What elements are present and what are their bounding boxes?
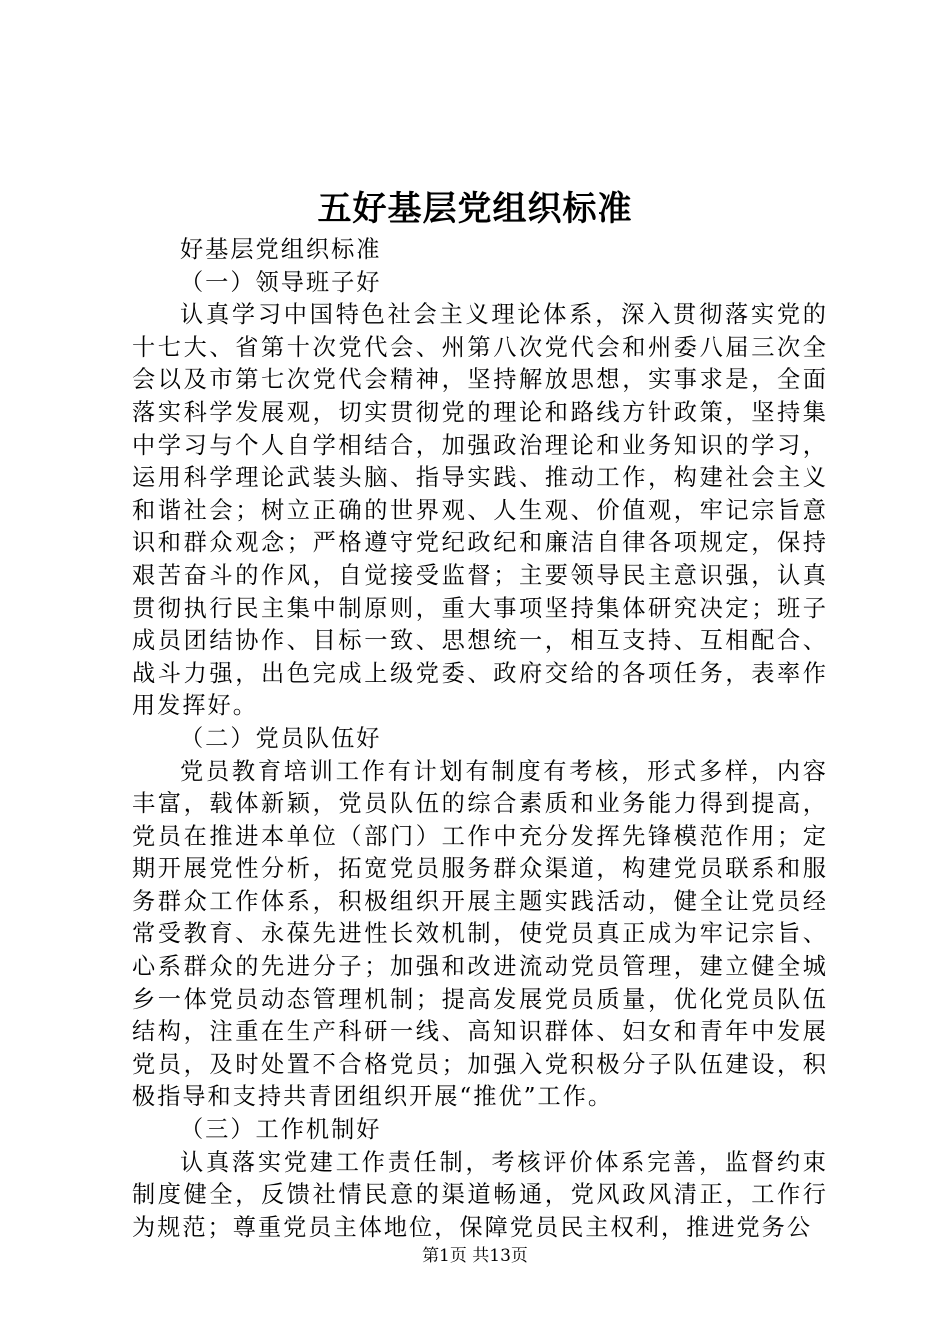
section-paragraph-1: 认真学习中国特色社会主义理论体系，深入贯彻落实党的十七大、省第十次党代会、州第八次党代会和州委八届三次全会以及市第七次党代会精神，坚持解放思想，实事求是，全面落实科学发展观，切实贯彻党的理论和路线方针政策，坚持集中学习与个人自学相结合，加强政治理论和业务知识的学习，运用科学理论武装头脑、指导实践、推动工作，构建社会主义和谐社会；树立正确的世界观、人生观、价值观，牢记宗旨意识和群众观念；严格遵守党纪政纪和廉洁自律各项规定，保持艰苦奋斗的作风，自觉接受监督；主要领导民主意识强，认真贯彻执行民主集中制原则，重大事项坚持集体研究决定；班子成员团结协作、目标一致、思想统一，相互支持、互相配合、战斗力强，出色完成上级党委、政府交给的各项任务，表率作用发挥好。 [132,301,828,720]
document-body [132,234,828,1244]
intro-line: 好基层党组织标准 [180,236,382,263]
document-title: 五好基层党组织标准 [317,189,633,229]
section-paragraph-3: 认真落实党建工作责任制，考核评价体系完善，监督约束制度健全，反馈社情民意的渠道畅通，党风政风清正，工作行为规范；尊重党员主体地位，保障党员民主权利，推进党务公 [132,1148,828,1241]
section-heading-1: （一）领导班子好 [180,268,382,296]
section-heading-2: （二）党员队伍好 [180,724,382,752]
section-heading-3: （三）工作机制好 [180,1116,382,1144]
page-number-footer: 第1页 共13页 [422,1246,528,1266]
section-paragraph-2: 党员教育培训工作有计划有制度有考核，形式多样，内容丰富，载体新颖，党员队伍的综合素质和业务能力得到提高，党员在推进本单位（部门）工作中充分发挥先锋模范作用；定期开展党性分析，拓宽党员服务群众渠道，构建党员联系和服务群众工作体系，积极组织开展主题实践活动，健全让党员经常受教育、永葆先进性长效机制，使党员真正成为牢记宗旨、心系群众的先进分子；加强和改进流动党员管理，建立健全城乡一体党员动态管理机制；提高发展党员质量，优化党员队伍结构，注重在生产科研一线、高知识群体、妇女和青年中发展党员，及时处置不合格党员；加强入党积极分子队伍建设，积极指导和支持共青团组织开展“推优”工作。 [132,757,828,1111]
